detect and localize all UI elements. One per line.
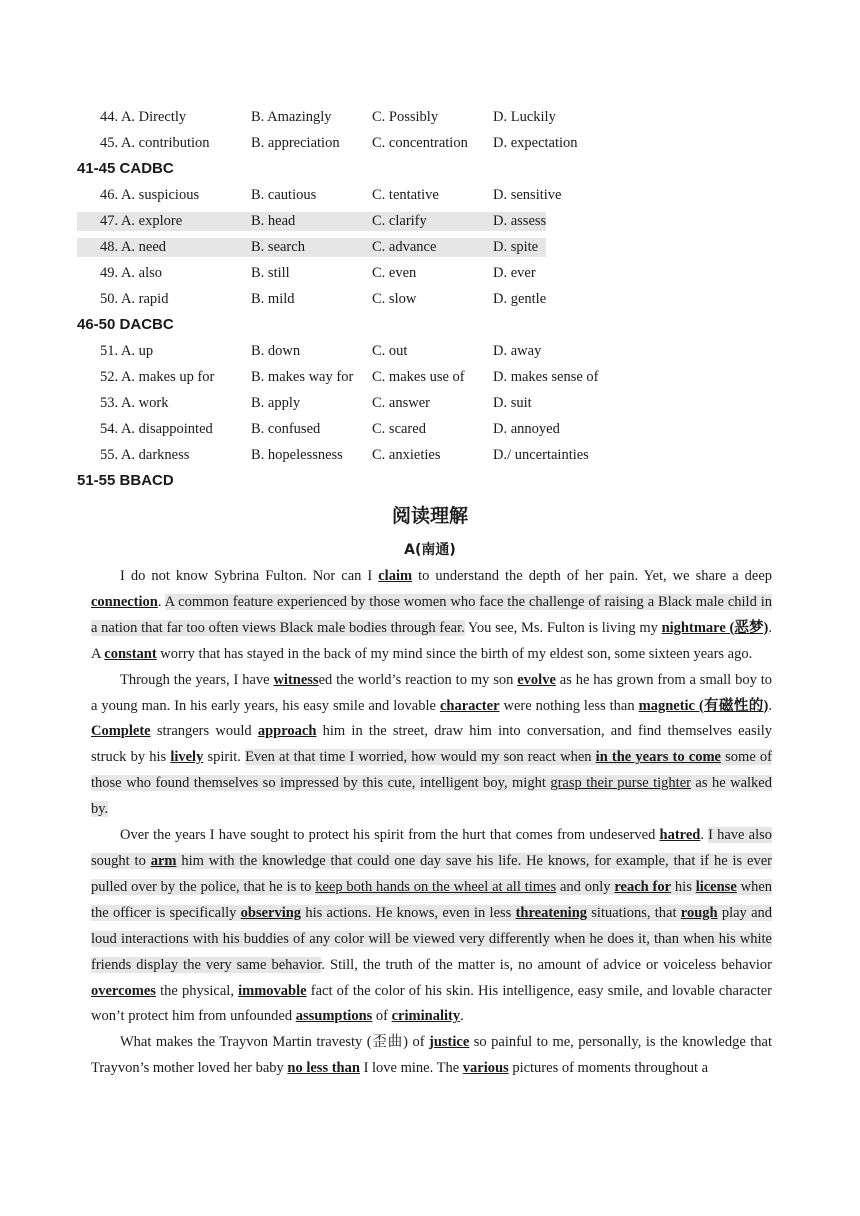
option-b: B. mild [251, 291, 295, 307]
keyword: connection [91, 593, 158, 610]
text-run: pictures of moments throughout a [508, 1060, 709, 1077]
option-b: B. apply [251, 395, 301, 411]
option-row [0, 286, 860, 312]
option-b: B. still [251, 265, 290, 281]
option-d: D. gentle [493, 291, 547, 307]
option-row [0, 338, 860, 364]
text-run: situations, that [587, 904, 681, 921]
option-b: B. hopelessness [251, 447, 343, 463]
option-c: C. out [372, 343, 408, 359]
keyword: observing [240, 904, 302, 921]
keyword: nightmare (恶梦) [661, 619, 769, 636]
text-run: He knows, even in less [375, 904, 516, 921]
paragraph [91, 564, 772, 668]
option-c: C. slow [372, 291, 417, 307]
option-d: D. ever [493, 265, 536, 281]
option-b: B. cautious [251, 187, 317, 203]
text-run: You see, Ms. Fulton is living my [464, 619, 662, 636]
option-d: D. Luckily [493, 109, 556, 125]
text-run: . [768, 697, 773, 714]
option-d: D. expectation [493, 135, 578, 151]
text-run: ed the world’s reaction to my son [318, 671, 518, 688]
text-run: . [460, 1008, 464, 1025]
option-c: C. makes use of [372, 369, 465, 385]
option-b: B. confused [251, 421, 321, 437]
section-subtitle: A(南通) [404, 542, 456, 558]
keyword: rough [680, 904, 718, 921]
text-run: as he has grown from a small boy to a young man. In his early years, his easy smile and lovable [91, 671, 772, 714]
text-run: Even at that time I worried, how would my son react when [245, 749, 596, 766]
text-run: his actions. [301, 904, 376, 921]
keyword: evolve [517, 671, 556, 688]
option-c: C. advance [372, 239, 437, 255]
option-c: C. concentration [372, 135, 468, 151]
text-run: Through the years, I have [120, 671, 274, 688]
keyword: approach [257, 723, 317, 740]
keyword: criminality [391, 1008, 461, 1025]
section-title: 阅读理解 [391, 505, 468, 527]
text-run: spirit. [203, 749, 246, 766]
option-row-highlighted [0, 234, 860, 260]
keyword: witness [273, 671, 319, 688]
option-a: 44. A. Directly [100, 109, 187, 125]
keyword: overcomes [91, 982, 156, 999]
option-a: 48. A. need [100, 239, 167, 255]
option-d: D./ uncertainties [493, 447, 589, 463]
option-c: C. anxieties [372, 447, 441, 463]
option-b: B. down [251, 343, 301, 359]
option-row [0, 390, 860, 416]
option-b: B. appreciation [251, 135, 340, 151]
option-row [0, 442, 860, 468]
underlined-phrase: grasp their purse tighter [550, 775, 691, 792]
keyword: magnetic (有磁性的) [638, 697, 769, 714]
keyword: in the years to come [595, 749, 721, 766]
text-run: some of those who found themselves so impressed by this cute, intelligent boy, might [91, 749, 772, 792]
option-d: D. makes sense of [493, 369, 599, 385]
option-d: D. assess [493, 213, 547, 229]
option-c: C. answer [372, 395, 430, 411]
text-run: so painful to me, personally, is the knowledge that Trayvon’s mother loved her baby [91, 1034, 773, 1077]
text-run: the physical, [155, 982, 239, 999]
keyword: assumptions [295, 1008, 373, 1025]
keyword: no less than [287, 1060, 360, 1077]
option-a: 51. A. up [100, 343, 154, 359]
option-a: 45. A. contribution [100, 135, 210, 151]
text-run: fact of the color of his skin. His intelligence, easy smile, and lovable character won’t protect him from unfounded [91, 982, 772, 1025]
text-run: him in the street, draw him into conversation, and find themselves easily struck by his [91, 723, 773, 766]
option-d: D. sensitive [493, 187, 562, 203]
keyword: threatening [515, 904, 588, 921]
paragraph [91, 668, 772, 823]
option-a: 50. A. rapid [100, 291, 169, 307]
option-row [0, 364, 860, 390]
keyword: reach for [614, 878, 672, 895]
option-c: C. clarify [372, 213, 427, 229]
option-b: B. makes way for [251, 369, 354, 385]
keyword: Complete [91, 723, 151, 740]
option-b: B. Amazingly [251, 109, 332, 125]
option-d: D. suit [493, 395, 532, 411]
option-a: 52. A. makes up for [100, 369, 215, 385]
text-run: I love mine. The [359, 1060, 463, 1077]
option-row [0, 104, 860, 130]
option-row [0, 130, 860, 156]
option-c: C. tentative [372, 187, 439, 203]
paragraph [91, 823, 772, 1030]
option-d: D. away [493, 343, 542, 359]
option-row [0, 416, 860, 442]
text-run: Over the years I have sought to protect his spirit from the hurt that comes from undeserved [120, 827, 660, 844]
option-a: 46. A. suspicious [100, 187, 200, 203]
keyword: claim [378, 568, 413, 584]
option-a: 49. A. also [100, 265, 163, 281]
highlighted-sentence: A common feature experienced by those women who face the challenge of raising a Black male child in a nation that far too often views Black male bodies through fear. [91, 593, 773, 636]
text-run: of [372, 1008, 392, 1025]
keyword: character [439, 697, 500, 714]
text-run: when the officer is specifically [91, 878, 773, 921]
answer-key: 41-45 CADBC [77, 160, 174, 177]
keyword: justice [429, 1034, 470, 1051]
answer-key: 46-50 DACBC [77, 316, 174, 333]
keyword: various [462, 1060, 509, 1077]
keyword: constant [104, 645, 157, 662]
text-run: What makes the Trayvon Martin travesty (歪曲) of [120, 1034, 430, 1051]
option-a: 55. A. darkness [100, 447, 190, 463]
option-b: B. head [251, 213, 296, 229]
text-run: I have also sought to [91, 827, 773, 869]
option-d: D. spite [493, 239, 539, 255]
paragraph [91, 1030, 772, 1082]
option-row-highlighted [0, 208, 860, 234]
option-a: 47. A. explore [100, 213, 183, 229]
text-run: worry that has stayed in the back of my mind since the birth of my eldest son, some sixteen years ago. [156, 645, 753, 662]
option-d: D. annoyed [493, 421, 560, 437]
underlined-phrase: keep both hands on the wheel at all times [315, 878, 557, 895]
option-row [0, 182, 860, 208]
keyword: immovable [238, 982, 307, 999]
option-row [0, 260, 860, 286]
keyword: hatred [659, 827, 701, 844]
text-run: and only [556, 878, 615, 895]
reading-passage [91, 564, 772, 1082]
text-run: him with the knowledge that could one day save his life. He knows, for example, that if he is ever pulled over by the police, that he is to [91, 852, 772, 895]
text-run: I do not know Sybrina Fulton. Nor can I [120, 568, 379, 584]
keyword: arm [150, 852, 177, 869]
text-run: as he walked by. [91, 775, 772, 818]
cloze-options [0, 104, 860, 494]
keyword: lively [170, 749, 204, 766]
option-a: 54. A. disappointed [100, 421, 213, 437]
option-c: C. scared [372, 421, 426, 437]
text-run: . [700, 827, 709, 844]
text-run: . [157, 593, 165, 610]
text-run: . A [91, 619, 772, 662]
text-run: . Still, the truth of the matter is, no amount of advice or voiceless behavior [321, 956, 772, 973]
option-b: B. search [251, 239, 305, 255]
text-run: to understand the depth of her pain. Yet, we share a deep [412, 568, 773, 584]
keyword: license [695, 878, 737, 895]
option-c: C. Possibly [372, 109, 439, 125]
option-a: 53. A. work [100, 395, 169, 411]
text-run: strangers would [150, 723, 258, 740]
text-run: were nothing less than [499, 697, 639, 714]
text-run: play and loud interactions with his buddies of any color will be viewed very differently when he does it, than when his white friends display the very same behavior [91, 904, 773, 973]
option-c: C. even [372, 265, 417, 281]
answer-key: 51-55 BBACD [77, 472, 174, 489]
text-run: his [671, 878, 696, 895]
